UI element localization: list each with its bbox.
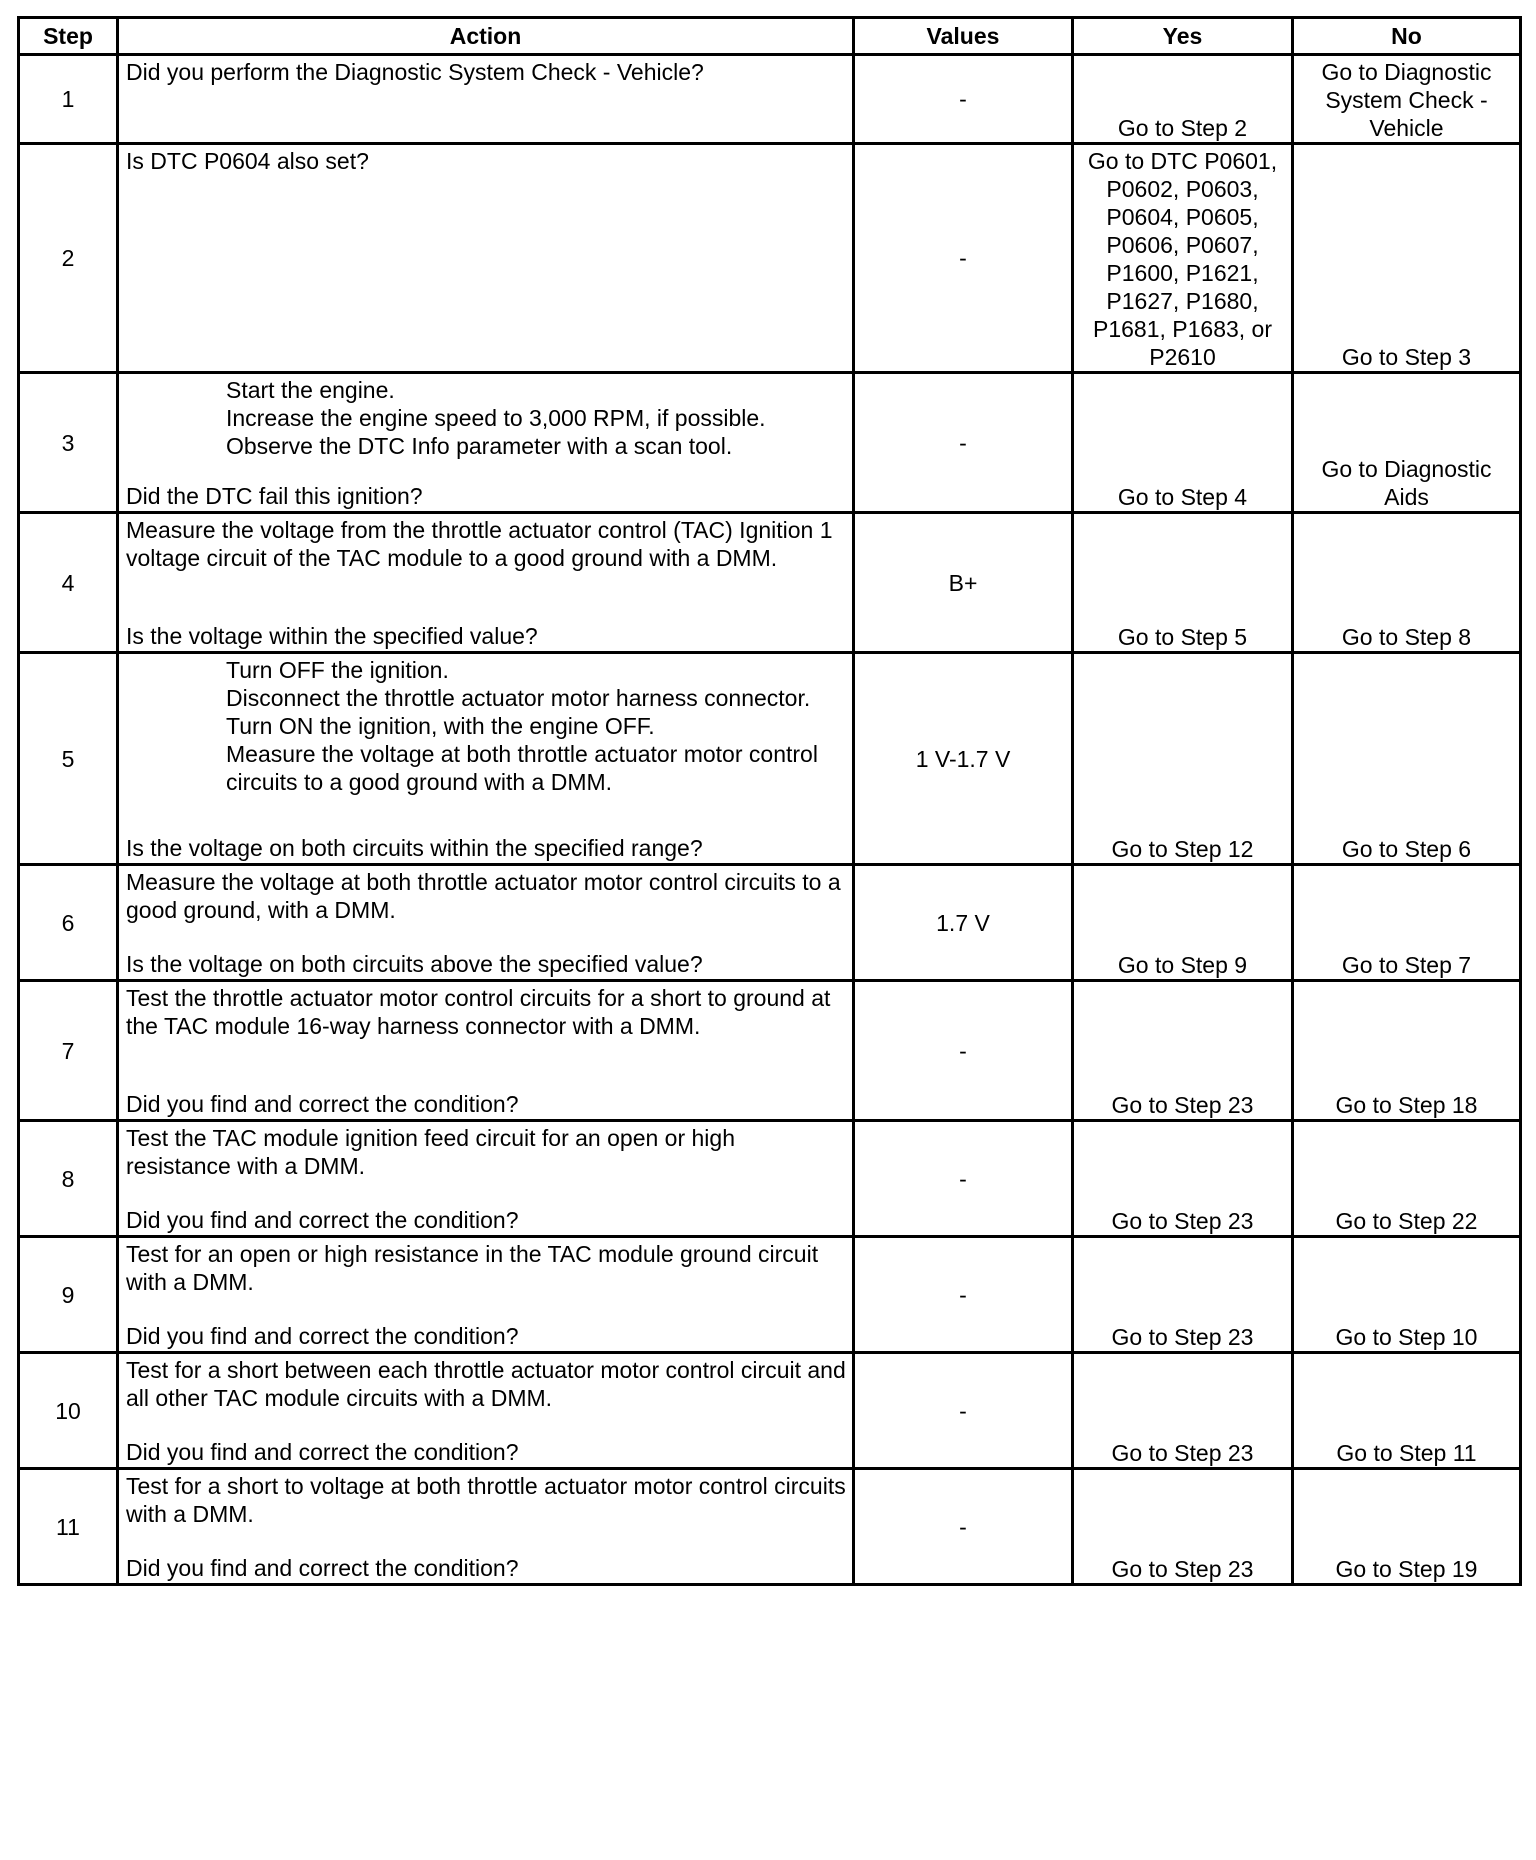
instruction-item: Turn OFF the ignition.	[226, 657, 449, 683]
action-content	[126, 58, 846, 132]
action-text: Did you perform the Diagnostic System Check - Vehicle?	[126, 59, 704, 85]
step-number: 6	[19, 865, 118, 981]
no-cell: Go to Step 10	[1293, 1237, 1521, 1353]
value-cell: 1 V-1.7 V	[854, 653, 1073, 865]
header-row	[19, 18, 1521, 55]
action-content	[126, 1472, 846, 1582]
no-cell: Go to Step 6	[1293, 653, 1521, 865]
action-content	[126, 1124, 846, 1234]
no-cell: Go to Step 18	[1293, 981, 1521, 1121]
action-question: Did you find and correct the condition?	[126, 1091, 519, 1117]
action-question: Is the voltage within the specified value?	[126, 623, 538, 649]
action-question: Is the voltage on both circuits above the specified value?	[126, 951, 703, 977]
yes-cell: Go to DTC P0601, P0602, P0603, P0604, P0605, P0606, P0607, P1600, P1621, P1627, P1680, P1681, P1683, or P2610	[1073, 144, 1293, 373]
instruction-item: Observe the DTC Info parameter with a scan tool.	[226, 433, 733, 459]
table-row	[19, 1353, 1521, 1469]
table-row	[19, 865, 1521, 981]
action-content	[126, 868, 846, 978]
step-number: 9	[19, 1237, 118, 1353]
action-content	[126, 376, 846, 510]
value-cell: -	[854, 55, 1073, 144]
yes-cell: Go to Step 23	[1073, 1353, 1293, 1469]
action-text: Measure the voltage from the throttle actuator control (TAC) Ignition 1 voltage circuit of the TAC module to a good ground with a DMM.	[126, 517, 833, 571]
step-number: 7	[19, 981, 118, 1121]
action-question: Did the DTC fail this ignition?	[126, 483, 423, 509]
instruction-item: Measure the voltage at both throttle actuator motor control circuits to a good ground with a DMM.	[226, 741, 818, 795]
header-step: Step	[19, 18, 118, 55]
action-content	[126, 1240, 846, 1350]
action-cell	[118, 865, 854, 981]
value-cell: -	[854, 373, 1073, 513]
action-instructions	[126, 516, 846, 572]
action-content	[126, 516, 846, 650]
no-cell: Go to Step 3	[1293, 144, 1521, 373]
action-text: Test the throttle actuator motor control circuits for a short to ground at the TAC module 16-way harness connector with a DMM.	[126, 985, 831, 1039]
yes-cell: Go to Step 5	[1073, 513, 1293, 653]
table-row	[19, 144, 1521, 373]
yes-cell: Go to Step 4	[1073, 373, 1293, 513]
value-cell: -	[854, 1353, 1073, 1469]
action-text: Test the TAC module ignition feed circuit for an open or high resistance with a DMM.	[126, 1125, 735, 1179]
action-text: Measure the voltage at both throttle actuator motor control circuits to a good ground, with a DMM.	[126, 869, 841, 923]
header-action: Action	[118, 18, 854, 55]
action-content	[126, 656, 846, 862]
no-cell: Go to Step 22	[1293, 1121, 1521, 1237]
instruction-item: Increase the engine speed to 3,000 RPM, if possible.	[226, 405, 766, 431]
table-row	[19, 513, 1521, 653]
yes-cell: Go to Step 12	[1073, 653, 1293, 865]
table-row	[19, 1121, 1521, 1237]
no-cell: Go to Step 11	[1293, 1353, 1521, 1469]
action-cell	[118, 513, 854, 653]
yes-cell: Go to Step 23	[1073, 1469, 1293, 1585]
table-row	[19, 653, 1521, 865]
value-cell: -	[854, 1121, 1073, 1237]
table-body	[19, 55, 1521, 1585]
no-cell: Go to Step 19	[1293, 1469, 1521, 1585]
action-cell	[118, 1237, 854, 1353]
table-row	[19, 981, 1521, 1121]
no-cell: Go to Step 7	[1293, 865, 1521, 981]
header-yes: Yes	[1073, 18, 1293, 55]
action-cell	[118, 55, 854, 144]
no-cell: Go to Diagnostic System Check - Vehicle	[1293, 55, 1521, 144]
action-instructions	[126, 1240, 846, 1296]
value-cell: 1.7 V	[854, 865, 1073, 981]
action-instructions	[126, 147, 846, 175]
value-cell: B+	[854, 513, 1073, 653]
step-number: 3	[19, 373, 118, 513]
step-number: 4	[19, 513, 118, 653]
step-number: 10	[19, 1353, 118, 1469]
action-text: Is DTC P0604 also set?	[126, 148, 369, 174]
action-cell	[118, 1469, 854, 1585]
action-instructions	[126, 656, 846, 796]
step-number: 1	[19, 55, 118, 144]
action-cell	[118, 144, 854, 373]
instruction-item: Start the engine.	[226, 377, 395, 403]
no-cell: Go to Diagnostic Aids	[1293, 373, 1521, 513]
action-text: Test for an open or high resistance in the TAC module ground circuit with a DMM.	[126, 1241, 819, 1295]
no-cell: Go to Step 8	[1293, 513, 1521, 653]
table-row	[19, 1469, 1521, 1585]
step-number: 5	[19, 653, 118, 865]
action-content	[126, 147, 846, 345]
action-cell	[118, 373, 854, 513]
action-instructions	[126, 58, 846, 86]
value-cell: -	[854, 144, 1073, 373]
action-instructions	[126, 1472, 846, 1528]
action-text: Test for a short between each throttle actuator motor control circuit and all other TAC module circuits with a DMM.	[126, 1357, 846, 1411]
action-question: Did you find and correct the condition?	[126, 1439, 519, 1465]
action-instructions	[126, 1124, 846, 1180]
diagnostic-table	[17, 16, 1522, 1586]
step-number: 8	[19, 1121, 118, 1237]
header-no: No	[1293, 18, 1521, 55]
yes-cell: Go to Step 9	[1073, 865, 1293, 981]
action-question: Did you find and correct the condition?	[126, 1207, 519, 1233]
yes-cell: Go to Step 23	[1073, 1121, 1293, 1237]
table-row	[19, 55, 1521, 144]
action-question: Did you find and correct the condition?	[126, 1323, 519, 1349]
action-instructions	[126, 984, 846, 1040]
action-question: Did you find and correct the condition?	[126, 1555, 519, 1581]
value-cell: -	[854, 1237, 1073, 1353]
action-instructions	[126, 376, 846, 460]
step-number: 11	[19, 1469, 118, 1585]
step-number: 2	[19, 144, 118, 373]
action-content	[126, 984, 846, 1118]
value-cell: -	[854, 1469, 1073, 1585]
action-question: Is the voltage on both circuits within the specified range?	[126, 835, 703, 861]
action-text: Test for a short to voltage at both throttle actuator motor control circuits with a DMM.	[126, 1473, 846, 1527]
action-instructions	[126, 1356, 846, 1412]
instruction-item: Disconnect the throttle actuator motor harness connector.	[226, 685, 811, 711]
action-cell	[118, 1353, 854, 1469]
yes-cell: Go to Step 2	[1073, 55, 1293, 144]
header-values: Values	[854, 18, 1073, 55]
action-content	[126, 1356, 846, 1466]
action-cell	[118, 653, 854, 865]
instruction-item: Turn ON the ignition, with the engine OFF.	[226, 713, 655, 739]
action-instructions	[126, 868, 846, 924]
value-cell: -	[854, 981, 1073, 1121]
action-cell	[118, 981, 854, 1121]
action-cell	[118, 1121, 854, 1237]
yes-cell: Go to Step 23	[1073, 1237, 1293, 1353]
yes-cell: Go to Step 23	[1073, 981, 1293, 1121]
table-row	[19, 373, 1521, 513]
table-row	[19, 1237, 1521, 1353]
